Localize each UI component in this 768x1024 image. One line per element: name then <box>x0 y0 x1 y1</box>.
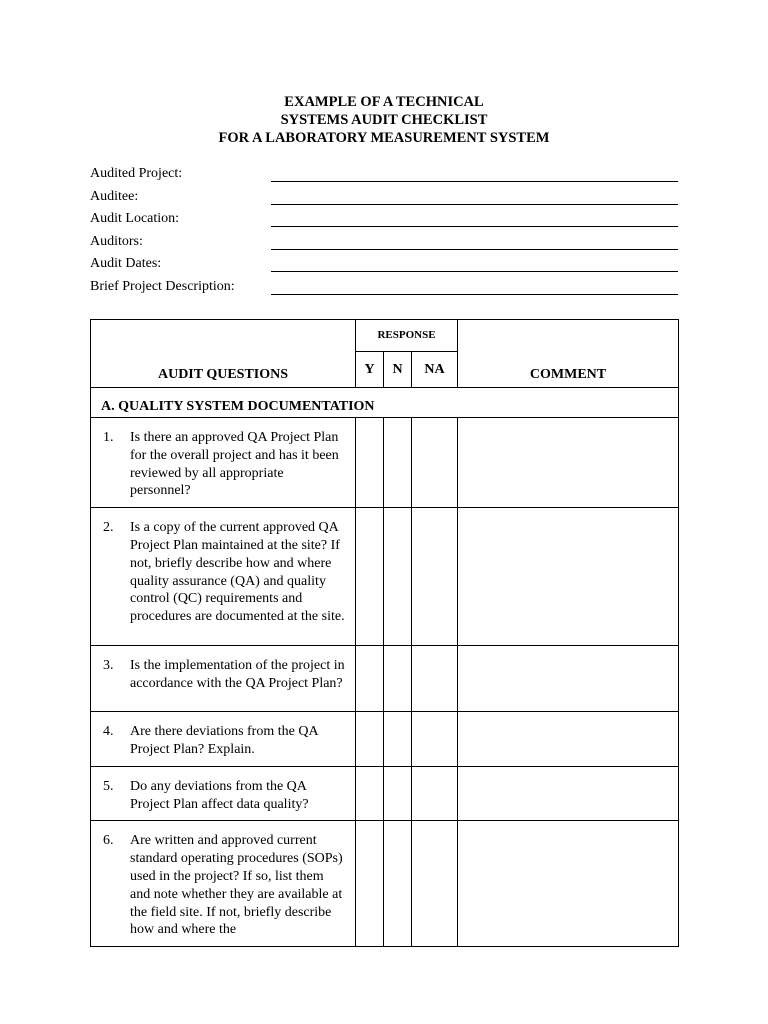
question-cell <box>91 712 356 767</box>
response-n-cell[interactable] <box>384 712 412 767</box>
response-na-cell[interactable] <box>412 821 458 947</box>
table-row <box>91 821 679 947</box>
field-audited-project <box>90 164 680 187</box>
field-blank-line[interactable] <box>271 249 678 250</box>
field-auditors <box>90 232 680 255</box>
response-na-cell[interactable] <box>412 418 458 508</box>
response-y-cell[interactable] <box>356 418 384 508</box>
question-text: Do any deviations from the QA Project Plan affect data quality? <box>130 778 309 812</box>
field-label: Audit Location: <box>90 211 180 227</box>
response-na-cell[interactable] <box>412 712 458 767</box>
section-row <box>91 388 679 418</box>
field-blank-line[interactable] <box>271 271 678 272</box>
field-blank-line[interactable] <box>271 294 678 295</box>
response-y-cell[interactable] <box>356 766 384 821</box>
question-cell <box>91 508 356 646</box>
document-title <box>0 93 768 147</box>
response-na-cell[interactable] <box>412 646 458 712</box>
response-y-cell[interactable] <box>356 712 384 767</box>
response-na-cell[interactable] <box>412 508 458 646</box>
field-audit-dates <box>90 254 680 277</box>
section-title-a: A. QUALITY SYSTEM DOCUMENTATION <box>91 388 679 418</box>
audit-checklist-table <box>90 319 679 947</box>
question-number: 1. <box>103 430 114 445</box>
field-blank-line[interactable] <box>271 204 678 205</box>
title-line-1: EXAMPLE OF A TECHNICAL <box>284 94 484 110</box>
table-row <box>91 508 679 646</box>
response-y-cell[interactable] <box>356 508 384 646</box>
field-brief-project-description <box>90 277 680 300</box>
audit-questions-header: AUDIT QUESTIONS <box>91 320 356 388</box>
response-yes-header: Y <box>356 352 384 388</box>
title-line-3: FOR A LABORATORY MEASUREMENT SYSTEM <box>218 130 550 146</box>
question-text: Are written and approved current standard operating procedures (SOPs) used in the project? If so, list them and note whether they are available at the field site. If not, briefly describe how and where the <box>130 833 343 938</box>
response-header: RESPONSE <box>356 320 458 352</box>
question-cell <box>91 418 356 508</box>
field-label: Audit Dates: <box>90 256 162 272</box>
table-row <box>91 712 679 767</box>
field-auditee <box>90 187 680 210</box>
comment-cell[interactable] <box>458 418 679 508</box>
question-number: 4. <box>103 724 114 740</box>
question-cell <box>91 646 356 712</box>
field-audit-location <box>90 209 680 232</box>
field-blank-line[interactable] <box>271 181 678 182</box>
response-no-header: N <box>384 352 412 388</box>
question-cell <box>91 821 356 947</box>
comment-cell[interactable] <box>458 821 679 947</box>
question-text: Is the implementation of the project in accordance with the QA Project Plan? <box>130 658 345 691</box>
response-na-cell[interactable] <box>412 766 458 821</box>
comment-cell[interactable] <box>458 508 679 646</box>
field-label: Audited Project: <box>90 166 183 181</box>
question-number: 6. <box>103 833 114 849</box>
comment-cell[interactable] <box>458 646 679 712</box>
field-label: Brief Project Description: <box>90 278 235 294</box>
question-number: 2. <box>103 520 114 536</box>
table-row <box>91 418 679 508</box>
question-text: Are there deviations from the QA Project Plan? Explain. <box>130 724 318 757</box>
comment-header: COMMENT <box>458 320 679 388</box>
table-row <box>91 646 679 712</box>
response-n-cell[interactable] <box>384 646 412 712</box>
question-number: 3. <box>103 658 114 674</box>
audit-info-fields <box>90 164 680 300</box>
response-y-cell[interactable] <box>356 646 384 712</box>
question-text: Is a copy of the current approved QA Project Plan maintained at the site? If not, briefly describe how and where quality assurance (QA) and quality control (QC) requirements and procedures are documented at the site. <box>130 520 345 625</box>
question-cell <box>91 766 356 821</box>
table-row <box>91 766 679 821</box>
response-n-cell[interactable] <box>384 418 412 508</box>
response-n-cell[interactable] <box>384 508 412 646</box>
field-label: Auditors: <box>90 233 143 249</box>
field-label: Auditee: <box>90 188 139 204</box>
response-n-cell[interactable] <box>384 821 412 947</box>
field-blank-line[interactable] <box>271 226 678 227</box>
response-y-cell[interactable] <box>356 821 384 947</box>
response-na-header: NA <box>412 352 458 388</box>
comment-cell[interactable] <box>458 712 679 767</box>
table-header-row-1 <box>91 320 679 352</box>
comment-cell[interactable] <box>458 766 679 821</box>
question-number: 5. <box>103 778 114 794</box>
response-n-cell[interactable] <box>384 766 412 821</box>
question-text: Is there an approved QA Project Plan for the overall project and has it been reviewed by all appropriate personnel? <box>130 430 339 499</box>
title-line-2: SYSTEMS AUDIT CHECKLIST <box>280 112 488 128</box>
